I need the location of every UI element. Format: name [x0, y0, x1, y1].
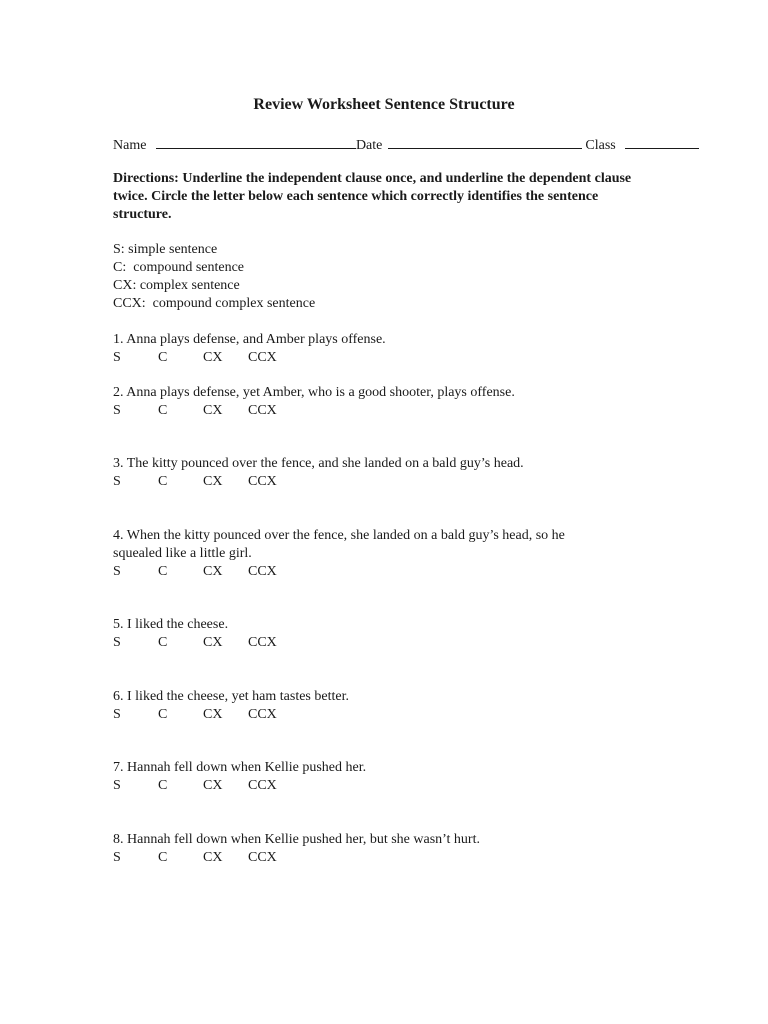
- class-label: Class: [585, 138, 616, 153]
- choice-ccx[interactable]: CCX: [248, 350, 277, 365]
- choice-cx[interactable]: CX: [203, 778, 223, 793]
- choice-cx[interactable]: CX: [203, 707, 223, 722]
- choice-ccx[interactable]: CCX: [248, 850, 277, 865]
- choice-cx[interactable]: CX: [203, 350, 223, 365]
- choice-s[interactable]: S: [113, 707, 121, 722]
- choice-ccx[interactable]: CCX: [248, 778, 277, 793]
- choice-s[interactable]: S: [113, 564, 121, 579]
- date-label: Date: [355, 138, 383, 153]
- question-sentence: 4. When the kitty pounced over the fence, she landed on a bald guy’s head, so he squealed like a little girl.: [113, 528, 565, 561]
- legend-item: S: simple sentence: [113, 242, 218, 257]
- choice-ccx[interactable]: CCX: [248, 635, 277, 650]
- choice-cx[interactable]: CX: [203, 635, 223, 650]
- question-sentence: 6. I liked the cheese, yet ham tastes better.: [113, 689, 349, 704]
- choice-s[interactable]: S: [113, 850, 121, 865]
- answer-choices: [113, 777, 653, 795]
- answer-choices: [113, 402, 653, 420]
- choice-c[interactable]: C: [158, 850, 168, 865]
- legend-item: CX: complex sentence: [113, 278, 240, 293]
- choice-cx[interactable]: CX: [203, 564, 223, 579]
- answer-choices: [113, 563, 613, 581]
- choice-c[interactable]: C: [158, 403, 168, 418]
- directions: Directions: Underline the independent clause once, and underline the dependent clause twice. Circle the letter below each sentence which correctly identifies the sentence structure.: [113, 171, 632, 222]
- choice-s[interactable]: S: [113, 635, 121, 650]
- choice-c[interactable]: C: [158, 778, 168, 793]
- question-sentence: 1. Anna plays defense, and Amber plays offense.: [113, 332, 386, 347]
- answer-choices: [113, 349, 653, 367]
- question-4: [113, 527, 613, 581]
- question-2: [113, 384, 653, 420]
- question-3: [113, 455, 653, 491]
- question-sentence: 7. Hannah fell down when Kellie pushed her.: [113, 760, 367, 775]
- structure-legend: [113, 241, 315, 313]
- question-sentence: 3. The kitty pounced over the fence, and she landed on a bald guy’s head.: [113, 456, 524, 471]
- choice-s[interactable]: S: [113, 403, 121, 418]
- choice-c[interactable]: C: [158, 564, 168, 579]
- choice-cx[interactable]: CX: [203, 474, 223, 489]
- answer-choices: [113, 706, 653, 724]
- class-blank[interactable]: [625, 135, 699, 149]
- choice-ccx[interactable]: CCX: [248, 564, 277, 579]
- choice-ccx[interactable]: CCX: [248, 474, 277, 489]
- question-8: [113, 831, 653, 867]
- choice-c[interactable]: C: [158, 635, 168, 650]
- name-label: Name: [113, 138, 147, 153]
- question-7: [113, 759, 653, 795]
- choice-c[interactable]: C: [158, 350, 168, 365]
- answer-choices: [113, 634, 653, 652]
- choice-ccx[interactable]: CCX: [248, 403, 277, 418]
- question-6: [113, 688, 653, 724]
- date-blank[interactable]: [388, 135, 582, 149]
- choice-cx[interactable]: CX: [203, 850, 223, 865]
- question-5: [113, 616, 653, 652]
- choice-s[interactable]: S: [113, 778, 121, 793]
- choice-cx[interactable]: CX: [203, 403, 223, 418]
- choice-c[interactable]: C: [158, 707, 168, 722]
- choice-c[interactable]: C: [158, 474, 168, 489]
- question-1: [113, 331, 653, 367]
- answer-choices: [113, 473, 653, 491]
- legend-item: CCX: compound complex sentence: [113, 296, 316, 311]
- answer-choices: [113, 849, 653, 867]
- legend-item: C: compound sentence: [113, 260, 245, 275]
- name-blank[interactable]: [156, 135, 356, 149]
- question-sentence: 2. Anna plays defense, yet Amber, who is a good shooter, plays offense.: [113, 385, 515, 400]
- worksheet-title: Review Worksheet Sentence Structure: [253, 96, 515, 113]
- choice-s[interactable]: S: [113, 474, 121, 489]
- question-sentence: 8. Hannah fell down when Kellie pushed her, but she wasn’t hurt.: [113, 832, 480, 847]
- choice-ccx[interactable]: CCX: [248, 707, 277, 722]
- student-info-line: [113, 135, 699, 155]
- question-sentence: 5. I liked the cheese.: [113, 617, 229, 632]
- choice-s[interactable]: S: [113, 350, 121, 365]
